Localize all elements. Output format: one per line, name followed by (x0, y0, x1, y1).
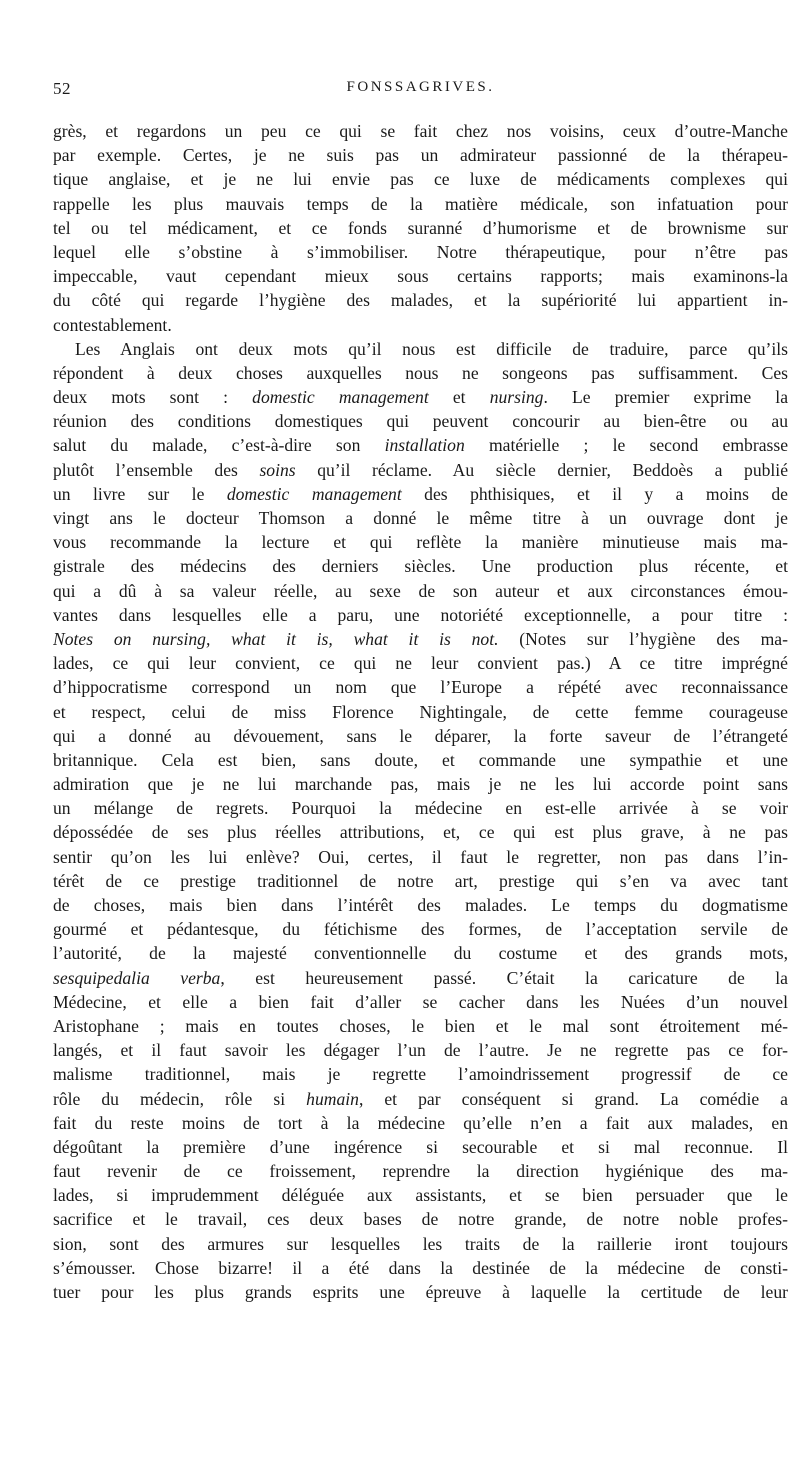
text-segment: tuer pour les plus grands esprits une épreuve à laquelle la certitude de leur (53, 1282, 788, 1302)
text-line (53, 216, 788, 240)
text-line (53, 1135, 788, 1159)
text-line (53, 869, 788, 893)
text-segment: lades, si imprudemment déléguée aux assistants, et se bien persuader que le (53, 1185, 788, 1206)
text-line (53, 1207, 788, 1231)
text-segment: s’émousser. Chose bizarre! il a été dans la destinée de la médecine de consti- (53, 1257, 788, 1278)
italic-text: nursing (489, 387, 544, 408)
text-line (53, 361, 788, 385)
text-line (53, 1111, 788, 1135)
text-segment: qui a dû à sa valeur réelle, au sexe de son auteur et aux circonstances émou- (53, 580, 788, 601)
text-line (53, 1183, 788, 1207)
text-line (53, 288, 788, 312)
text-segment: tique anglaise, et je ne lui envie pas ce luxe de médicaments complexes qui (53, 169, 788, 190)
text-line (53, 409, 788, 433)
text-line (53, 1232, 788, 1256)
text-segment: qui a donné au dévouement, sans le déparer, la forte saveur de l’étrangeté (53, 725, 788, 746)
text-line (53, 748, 788, 772)
text-segment: répondent à deux choses auxquelles nous ne songeons pas suffisamment. Ces (53, 362, 788, 383)
text-segment: matérielle ; le second embrasse (464, 435, 788, 456)
text-segment: dépossédée de ses plus réelles attributions, et, ce qui est plus grave, à ne pas (53, 822, 788, 843)
text-line (53, 700, 788, 724)
text-line (53, 941, 788, 965)
text-line (53, 530, 788, 554)
text-line (53, 458, 788, 482)
text-line (53, 264, 788, 288)
text-segment: lades, ce qui leur convient, ce qui ne leur convient pas.) A ce titre imprégné (53, 653, 788, 674)
text-segment: langés, et il faut savoir les dégager l’un de l’autre. Je ne regrette pas ce for- (53, 1040, 788, 1061)
text-line (53, 167, 788, 191)
text-segment: sion, sont des armures sur lesquelles les traits de la raillerie iront toujours (53, 1233, 788, 1254)
text-line (53, 337, 788, 361)
text-line (53, 1087, 788, 1111)
page-header (53, 79, 788, 105)
italic-text: sesquipedalia verba (53, 967, 221, 988)
text-segment: de choses, mais bien dans l’intérêt des malades. Le temps du dogmatisme (53, 895, 788, 915)
text-segment: malisme traditionnel, mais je regrette l’amoindrissement progressif de ce (53, 1064, 788, 1085)
text-segment: tel ou tel médicament, et ce fonds suranné d’humorisme et de brownisme sur (53, 217, 788, 238)
text-segment: réunion des conditions domestiques qui peuvent concourir au bien-être ou au (53, 411, 788, 432)
text-segment: faut revenir de ce froissement, reprendre la direction hygiénique des ma- (53, 1161, 788, 1182)
text-segment: un mélange de regrets. Pourquoi la médecine en est-elle arrivée à se voir (53, 798, 788, 819)
text-segment: vous recommande la lecture et qui reflète la manière minutieuse mais ma- (53, 532, 788, 553)
italic-text: domestic management (226, 483, 402, 504)
text-line (53, 1256, 788, 1280)
text-segment: qu’il réclame. Au siècle dernier, Beddoès a publié (295, 459, 788, 480)
text-line (53, 579, 788, 603)
text-segment: gistrale des médecins des derniers siècles. Une production plus récente, et (53, 556, 788, 577)
text-line (53, 482, 788, 506)
body-text (53, 119, 788, 1304)
text-line (53, 966, 788, 990)
text-line (53, 143, 788, 167)
text-segment: salut du malade, c’est-à-dire son (53, 435, 385, 456)
text-segment: des phthisiques, et il y a moins de (401, 483, 788, 504)
text-line (53, 675, 788, 699)
text-segment: un livre sur le (53, 483, 227, 504)
text-line (53, 385, 788, 409)
text-line (53, 627, 788, 651)
text-segment: fait du reste moins de tort à la médecine qu’elle n’en a fait aux malades, en (53, 1112, 788, 1133)
italic-text: installation (384, 435, 465, 456)
text-segment: Médecine, et elle a bien fait d’aller se cacher dans les Nuées d’un nouvel (53, 991, 788, 1012)
text-line (53, 506, 788, 530)
italic-text: domestic management (252, 387, 429, 408)
text-line (53, 796, 788, 820)
text-line (53, 433, 788, 457)
text-segment: plutôt l’ensemble des (53, 459, 260, 480)
text-line (53, 1038, 788, 1062)
text-segment: gourmé et pédantesque, du fétichisme des formes, de l’acceptation servile de (53, 919, 788, 940)
text-segment: impeccable, vaut cependant mieux sous certains rapports; mais examinons-la (53, 266, 788, 287)
text-line (53, 917, 788, 941)
text-segment: et (428, 387, 490, 408)
text-line (53, 1062, 788, 1086)
text-segment: vingt ans le docteur Thomson a donné le même titre à un ouvrage dont je (53, 508, 788, 528)
text-line (53, 724, 788, 748)
text-segment: , et par conséquent si grand. La comédie a (358, 1088, 788, 1109)
text-line (53, 845, 788, 869)
text-line (53, 893, 788, 917)
text-segment: . Le premier exprime la (543, 387, 788, 408)
text-segment: rôle du médecin, rôle si (53, 1088, 307, 1109)
text-segment: vantes dans lesquelles elle a paru, une notoriété exceptionnelle, a pour titre : (53, 604, 788, 625)
text-segment: térêt de ce prestige traditionnel de notre art, prestige qui s’en va avec tant (53, 870, 788, 891)
text-line (53, 651, 788, 675)
text-segment: contestablement. (53, 314, 172, 335)
text-segment: , est heureusement passé. C’était la caricature de la (220, 967, 788, 988)
text-segment: sentir qu’on les lui enlève? Oui, certes, il faut le regretter, non pas dans l’in- (53, 846, 788, 867)
italic-text: Notes on nursing, what it is, what it is not. (53, 628, 499, 649)
italic-text: humain (306, 1088, 359, 1109)
italic-text: soins (259, 459, 296, 480)
text-segment: rappelle les plus mauvais temps de la matière médicale, son infatuation pour (53, 193, 788, 214)
text-segment: par exemple. Certes, je ne suis pas un admirateur passionné de la thérapeu- (53, 145, 788, 166)
text-line (53, 1280, 788, 1304)
text-line (53, 1014, 788, 1038)
text-line (53, 313, 788, 337)
text-line (53, 772, 788, 796)
text-line (53, 1159, 788, 1183)
text-line (53, 192, 788, 216)
text-segment: Aristophane ; mais en toutes choses, le bien et le mal sont étroitement mé- (53, 1015, 788, 1036)
text-segment: sacrifice et le travail, ces deux bases de notre grande, de notre noble profes- (53, 1209, 788, 1230)
text-segment: du côté qui regarde l’hygiène des malades, et la supériorité lui appartient in- (53, 290, 788, 311)
text-line (53, 603, 788, 627)
text-line (53, 554, 788, 578)
text-segment: dégoûtant la première d’une ingérence si secourable et si mal reconnue. Il (53, 1136, 788, 1157)
text-segment: et respect, celui de miss Florence Nightingale, de cette femme courageuse (53, 701, 788, 722)
text-segment: lequel elle s’obstine à s’immobiliser. Notre thérapeutique, pour n’être pas (53, 241, 788, 262)
text-segment: deux mots sont : (53, 387, 253, 408)
text-line (53, 119, 788, 143)
text-line (53, 820, 788, 844)
text-segment: britannique. Cela est bien, sans doute, et commande une sympathie et une (53, 749, 788, 770)
text-segment: grès, et regardons un peu ce qui se fait chez nos voisins, ceux d’outre-Manche (53, 121, 788, 141)
page-number: 52 (53, 79, 71, 98)
text-line (53, 240, 788, 264)
text-segment: admiration que je ne lui marchande pas, mais je ne les lui accorde point sans (53, 774, 788, 795)
text-segment: l’autorité, de la majesté conventionnelle du costume et des grands mots, (53, 943, 788, 964)
running-head: FONSSAGRIVES. (346, 79, 495, 95)
text-segment: (Notes sur l’hygiène des ma- (498, 628, 788, 649)
text-segment: Les Anglais ont deux mots qu’il nous est difficile de traduire, parce qu’ils (75, 338, 788, 359)
text-segment: d’hippocratisme correspond un nom que l’Europe a répété avec reconnaissance (53, 677, 788, 698)
text-line (53, 990, 788, 1014)
